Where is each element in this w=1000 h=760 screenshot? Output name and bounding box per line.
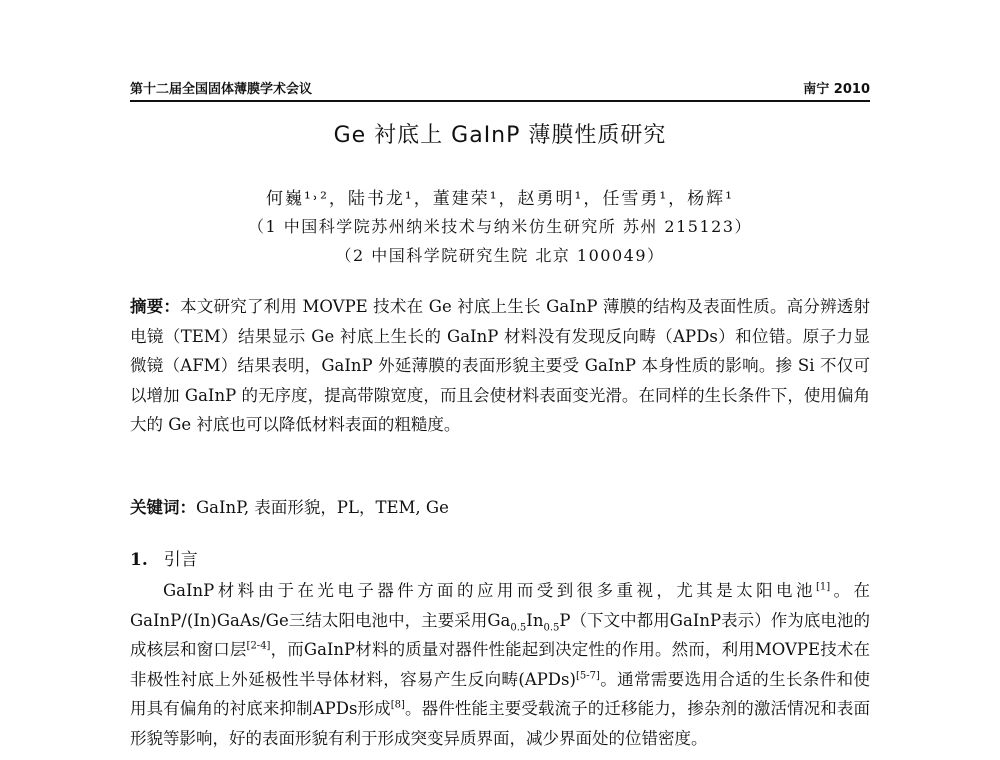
subscript: 0.5 (543, 621, 560, 633)
subscript: 0.5 (510, 621, 527, 633)
body-segment: GaInP材料由于在光电子器件方面的应用而受到很多重视，尤其是太阳电池 (163, 581, 816, 600)
body-segment: 。器件性能主要受载流子的迁移能力，掺杂剂的激活情况和表面形貌等影响，好的表面形貌有利于形成突变异质界面，减少界面处的位错密度。 (130, 699, 871, 748)
abstract-label: 摘要： (130, 297, 181, 316)
body-segment: ，而GaInP材料的质量对器件性能起到决定性的作用。然而，利用MOVPE技术在非极性衬底上外延极性半导体材料，容易产生反向畴(APDs) (130, 640, 871, 689)
header-rule (130, 100, 870, 102)
citation-ref: [1] (815, 581, 831, 593)
body-segment: 。在GaInP/(In)GaAs/Ge三结太阳电池中，主要采用Ga (130, 581, 871, 630)
citation-ref: [2-4] (246, 640, 271, 652)
abstract-text: 本文研究了利用 MOVPE 技术在 Ge 衬底上生长 GaInP 薄膜的结构及表面性质。高分辨透射电镜（TEM）结果显示 Ge 衬底上生长的 GaInP 材料没有发现反向畴（APDs）和位错。原子力显微镜（AFM）结果表明，GaInP 外延薄膜的表面形貌主要受 GaInP 本身性质的影响。掺 Si 不仅可以增加 GaInP 的无序度，提高带隙宽度，而且会使材料表面变光滑。在同样的生长条件下，使用偏角大的 Ge 衬底也可以降低材料表面的粗糙度。 (130, 297, 870, 434)
location-year: 南宁 2010 (803, 82, 870, 97)
section-number: 1. (130, 550, 148, 570)
introduction-paragraph (130, 576, 870, 753)
body-segment: P（下文中都用GaInP表示）作为底电池的成核层和窗口层 (130, 610, 870, 659)
introduction-body (130, 576, 870, 753)
conference-name: 第十二届全国固体薄膜学术会议 (130, 82, 313, 97)
section-title: 引言 (163, 550, 198, 570)
affiliation-2: （2 中国科学院研究生院 北京 100049） (335, 246, 665, 265)
body-segment: 。通常需要选用合适的生长条件和使用具有偏角的衬底来抑制APDs形成 (130, 669, 870, 718)
paper-title: Ge 衬底上 GaInP 薄膜性质研究 (333, 123, 667, 148)
keywords-text: GaInP, 表面形貌，PL，TEM, Ge (196, 498, 449, 517)
body-segment: In (526, 610, 544, 630)
abstract (130, 292, 870, 440)
keywords-label: 关键词： (130, 498, 196, 517)
author-list: 何巍¹˒²，陆书龙¹，董建荣¹，赵勇明¹，任雪勇¹，杨辉¹ (266, 189, 734, 209)
section-heading (130, 545, 870, 570)
citation-ref: [8] (390, 699, 405, 711)
keywords (130, 494, 870, 518)
running-head (130, 78, 870, 97)
affiliation-1: （1 中国科学院苏州纳米技术与纳米仿生研究所 苏州 215123） (247, 217, 753, 236)
citation-ref: [5-7] (575, 670, 600, 681)
